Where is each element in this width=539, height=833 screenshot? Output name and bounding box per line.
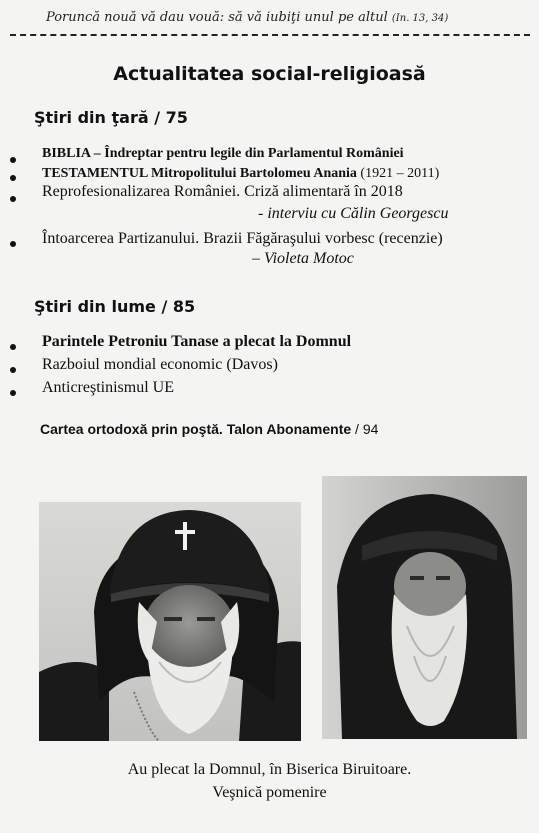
bullet-icon xyxy=(10,175,16,181)
item-bold-text: BIBLIA – Îndreptar pentru legile din Parlamentul României xyxy=(42,146,404,161)
bullet-icon xyxy=(10,241,16,247)
portrait-photo-metropolitan xyxy=(39,502,301,741)
section-country-label: Ştiri din ţară xyxy=(34,108,149,127)
order-page: / 94 xyxy=(351,421,379,437)
page-header xyxy=(0,6,539,40)
bullet-icon xyxy=(10,367,16,373)
section-country-page: / 75 xyxy=(154,108,188,127)
item-credit: - interviu cu Călin Georgescu xyxy=(258,205,449,222)
item-text: Întoarcerea Partizanului. Brazii Făgăraşului vorbesc (recenzie) xyxy=(42,230,443,247)
header-reference: (In. 13, 34) xyxy=(391,13,449,24)
bullet-icon xyxy=(10,196,16,202)
page-title: Actualitatea social-religioasă xyxy=(113,63,426,85)
item-text: Parintele Petroniu Tanase a plecat la Domnul xyxy=(42,333,352,350)
item-bold-text: TESTAMENTUL Mitropolitului Bartolomeu Anania xyxy=(42,166,357,181)
section-heading-world xyxy=(34,297,195,316)
bullet-icon xyxy=(10,390,16,396)
bullet-icon xyxy=(10,344,16,350)
header-quote-line xyxy=(46,10,448,25)
order-label: Cartea ortodoxă prin poştă. Talon Abonamente xyxy=(40,421,352,437)
item-text: Anticreştinismul UE xyxy=(42,379,174,396)
item-text: Razboiul mondial economic (Davos) xyxy=(42,356,278,373)
order-line[interactable] xyxy=(40,421,378,437)
section-world-label: Ştiri din lume xyxy=(34,297,156,316)
photo-caption-line2: Veşnică pomenire xyxy=(212,784,327,801)
section-world-page: / 85 xyxy=(161,297,196,316)
bullet-icon xyxy=(10,157,16,163)
item-dates: (1921 – 2011) xyxy=(356,166,440,181)
photo-caption-line1: Au plecat la Domnul, în Biserica Biruitoare. xyxy=(127,761,412,778)
header-quote: Poruncă nouă vă dau vouă: să vă iubiţi unul pe altul xyxy=(46,10,388,25)
section-heading-country xyxy=(34,108,188,127)
item-credit: – Violeta Motoc xyxy=(252,250,354,267)
portrait-photo-elder xyxy=(322,476,527,739)
header-divider xyxy=(10,34,530,36)
item-text: Reprofesionalizarea României. Criză alimentară în 2018 xyxy=(42,183,403,200)
